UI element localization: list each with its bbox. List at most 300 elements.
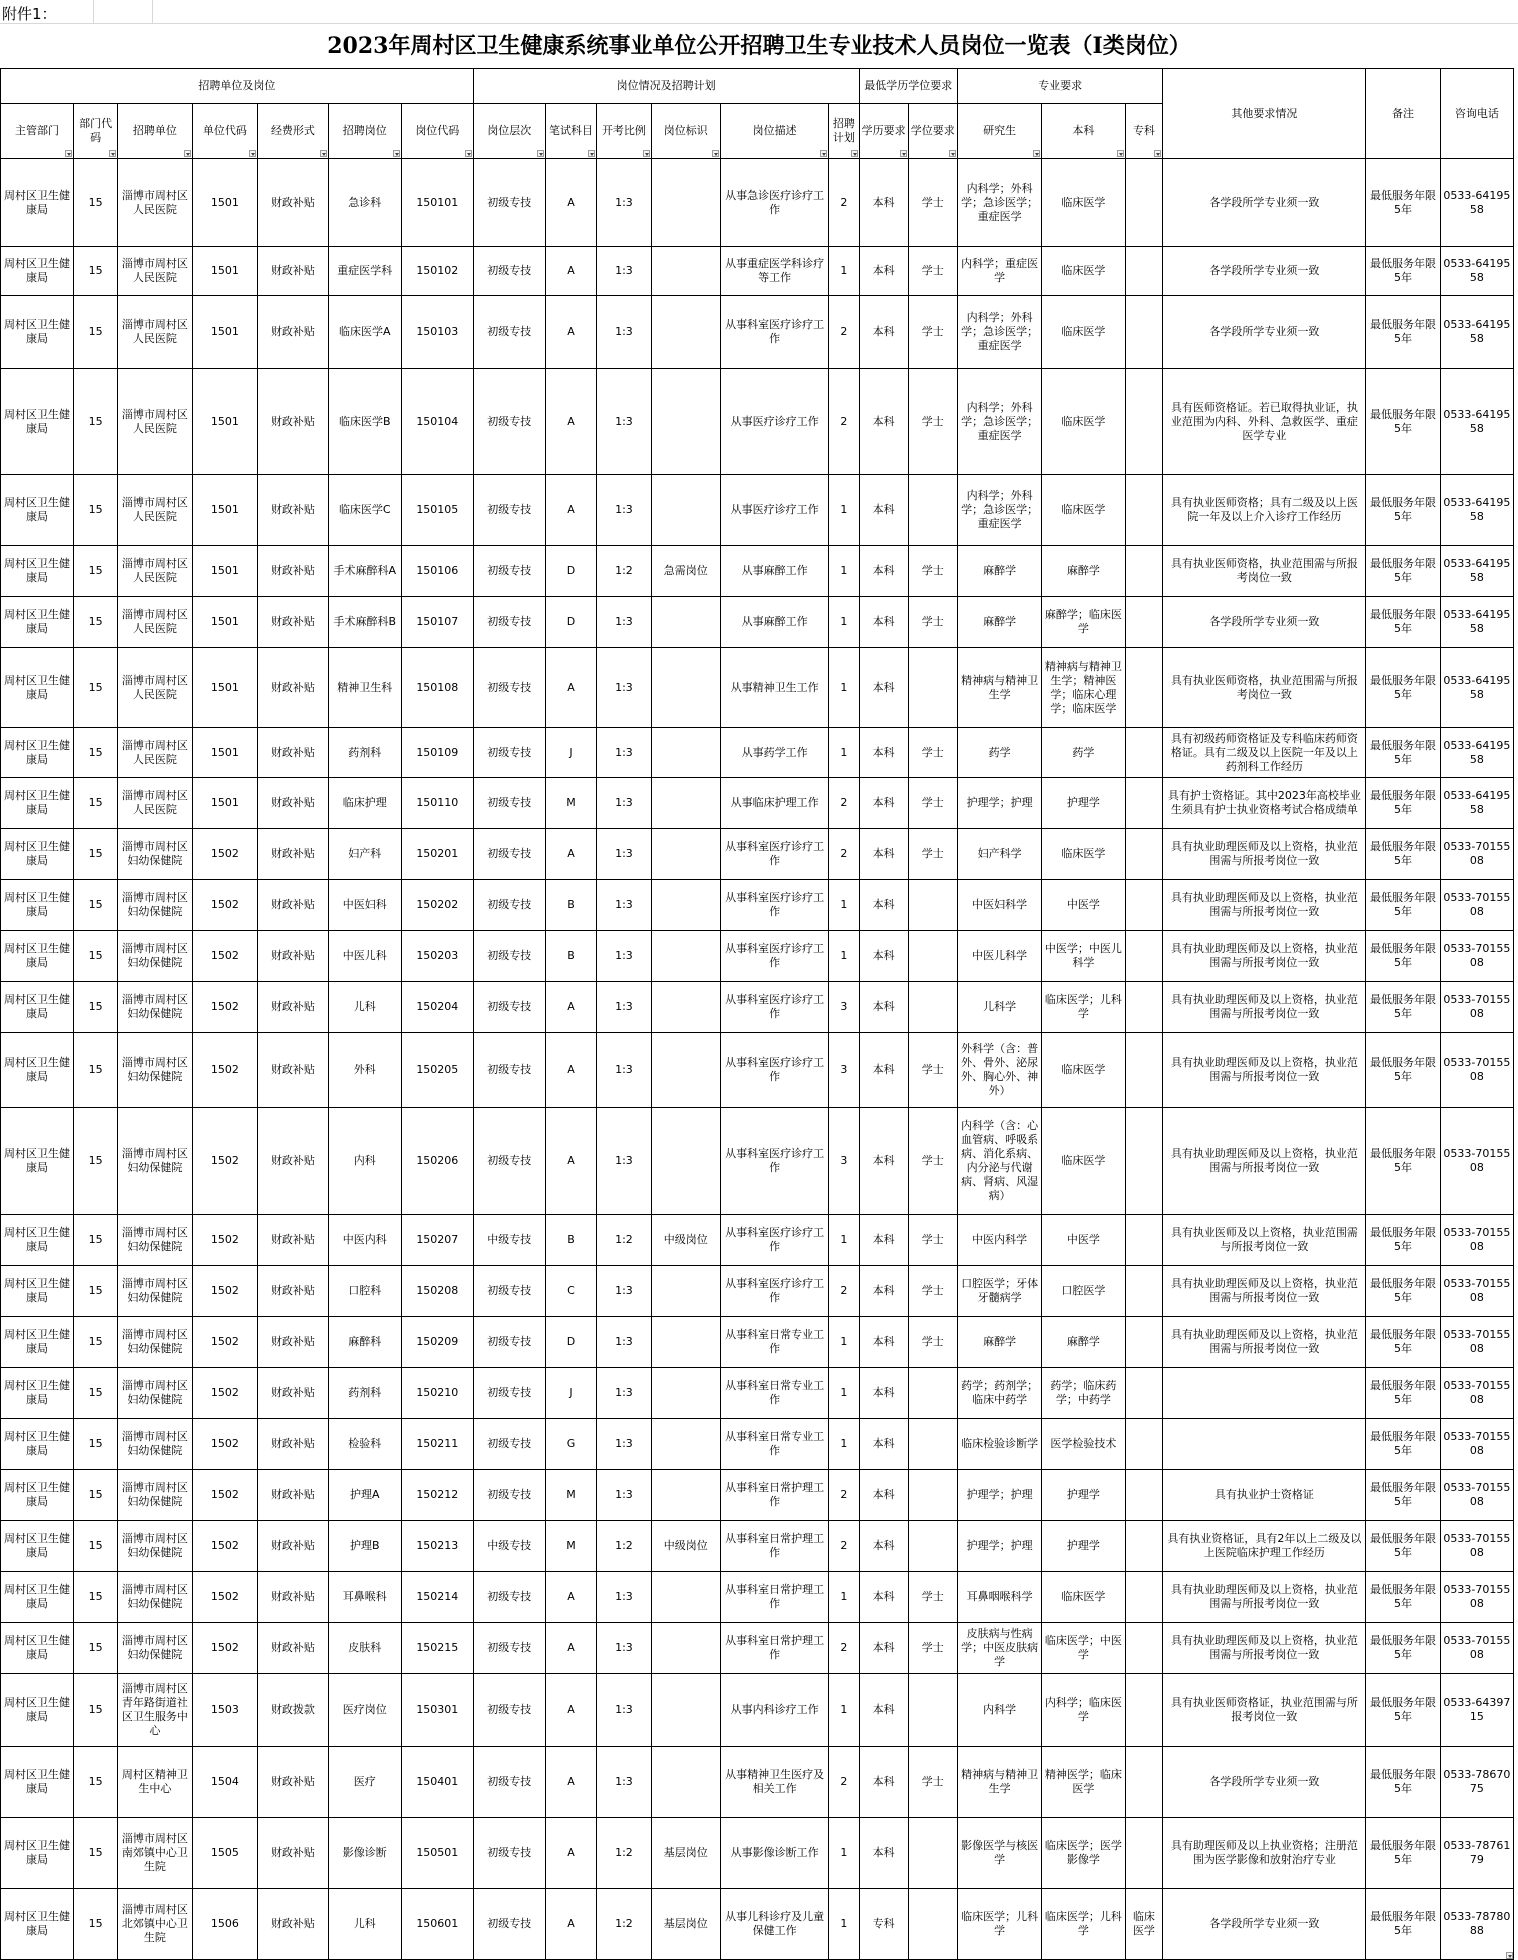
table-cell[interactable]: 本科 (859, 1818, 908, 1889)
table-cell[interactable]: 淄博市周村区妇幼保健院 (118, 1521, 192, 1572)
table-cell[interactable]: 医疗岗位 (328, 1674, 401, 1747)
table-cell[interactable]: 15 (74, 1889, 118, 1960)
table-cell[interactable]: 学士 (908, 1623, 957, 1674)
table-cell[interactable]: 学士 (908, 597, 957, 648)
table-cell[interactable]: 0533-6419558 (1440, 597, 1513, 648)
table-cell[interactable]: 周村区卫生健康局 (1, 728, 74, 778)
table-cell[interactable]: 周村区卫生健康局 (1, 1419, 74, 1470)
table-cell[interactable]: 具有执业助理医师及以上资格，执业范围需与所报考岗位一致 (1163, 931, 1366, 982)
table-cell[interactable]: 各学段所学专业须一致 (1163, 296, 1366, 369)
col-header[interactable] (1, 104, 74, 159)
table-cell[interactable] (651, 982, 720, 1033)
table-cell[interactable]: 周村区卫生健康局 (1, 880, 74, 931)
table-cell[interactable]: 1501 (192, 247, 258, 296)
table-cell[interactable]: 周村区卫生健康局 (1, 1521, 74, 1572)
table-cell[interactable]: 财政补贴 (258, 829, 329, 880)
table-cell[interactable]: 从事科室医疗诊疗工作 (720, 931, 828, 982)
table-cell[interactable]: 0533-7015508 (1440, 829, 1513, 880)
table-cell[interactable] (1125, 1215, 1163, 1266)
table-cell[interactable]: 1:3 (597, 1108, 651, 1215)
table-cell[interactable]: 本科 (859, 159, 908, 247)
table-cell[interactable]: 1501 (192, 546, 258, 597)
table-cell[interactable]: B (545, 931, 597, 982)
table-cell[interactable]: 淄博市周村区妇幼保健院 (118, 1623, 192, 1674)
table-cell[interactable]: 0533-7015508 (1440, 1521, 1513, 1572)
table-cell[interactable]: 本科 (859, 931, 908, 982)
table-cell[interactable]: 初级专技 (473, 1470, 545, 1521)
col-header[interactable] (258, 104, 329, 159)
table-cell[interactable]: 麻醉科 (328, 1317, 401, 1368)
table-cell[interactable]: 本科 (859, 648, 908, 728)
table-cell[interactable]: 1:2 (597, 1889, 651, 1960)
table-cell[interactable]: 外科 (328, 1033, 401, 1108)
table-cell[interactable]: 财政补贴 (258, 931, 329, 982)
table-cell[interactable]: 本科 (859, 1317, 908, 1368)
table-cell[interactable]: 口腔医学 (1042, 1266, 1125, 1317)
table-cell[interactable]: 麻醉学 (957, 597, 1041, 648)
table-cell[interactable]: 最低服务年限5年 (1366, 1674, 1440, 1747)
table-cell[interactable]: 临床医学 (1042, 829, 1125, 880)
table-cell[interactable] (908, 1674, 957, 1747)
table-cell[interactable]: 本科 (859, 1623, 908, 1674)
table-cell[interactable]: 从事科室日常专业工作 (720, 1317, 828, 1368)
table-cell[interactable]: 初级专技 (473, 546, 545, 597)
table-cell[interactable]: 周村区卫生健康局 (1, 829, 74, 880)
table-cell[interactable]: 15 (74, 1266, 118, 1317)
table-cell[interactable]: 内科学；临床医学 (1042, 1674, 1125, 1747)
table-cell[interactable]: 150106 (401, 546, 473, 597)
table-cell[interactable]: 从事科室医疗诊疗工作 (720, 1266, 828, 1317)
table-cell[interactable]: 内科学；外科学；急诊医学；重症医学 (957, 296, 1041, 369)
table-cell[interactable]: 最低服务年限5年 (1366, 1747, 1440, 1818)
table-cell[interactable]: 中级专技 (473, 1215, 545, 1266)
table-cell[interactable]: 本科 (859, 1215, 908, 1266)
table-cell[interactable]: 麻醉学；临床医学 (1042, 597, 1125, 648)
table-cell[interactable]: 1 (829, 728, 859, 778)
col-header[interactable] (74, 104, 118, 159)
table-cell[interactable]: 1:2 (597, 1818, 651, 1889)
table-cell[interactable]: 内科学 (957, 1674, 1041, 1747)
table-cell[interactable]: 150215 (401, 1623, 473, 1674)
table-cell[interactable]: 最低服务年限5年 (1366, 597, 1440, 648)
table-cell[interactable]: 具有护士资格证。其中2023年高校毕业生须具有护士执业资格考试合格成绩单 (1163, 778, 1366, 829)
table-cell[interactable]: 周村区卫生健康局 (1, 475, 74, 546)
table-cell[interactable]: 皮肤病与性病学；中医皮肤病学 (957, 1623, 1041, 1674)
table-cell[interactable] (1125, 546, 1163, 597)
table-cell[interactable]: 1 (829, 1572, 859, 1623)
table-cell[interactable] (651, 1747, 720, 1818)
table-cell[interactable]: 具有执业助理医师及以上资格，执业范围需与所报考岗位一致 (1163, 1108, 1366, 1215)
table-cell[interactable]: 从事科室医疗诊疗工作 (720, 982, 828, 1033)
table-cell[interactable]: 临床医学；儿科学 (1042, 982, 1125, 1033)
table-cell[interactable]: 1502 (192, 1368, 258, 1419)
table-cell[interactable]: C (545, 1266, 597, 1317)
table-cell[interactable]: 150207 (401, 1215, 473, 1266)
table-cell[interactable]: 1 (829, 880, 859, 931)
filter-dropdown-icon[interactable] (465, 150, 472, 157)
table-cell[interactable]: 2 (829, 778, 859, 829)
table-cell[interactable]: 初级专技 (473, 1033, 545, 1108)
table-cell[interactable]: 具有执业医师资格；具有二级及以上医院一年及以上介入诊疗工作经历 (1163, 475, 1366, 546)
table-cell[interactable]: 财政补贴 (258, 546, 329, 597)
table-cell[interactable]: 周村区卫生健康局 (1, 648, 74, 728)
col-header[interactable] (473, 104, 545, 159)
table-cell[interactable]: 150201 (401, 829, 473, 880)
table-cell[interactable]: 本科 (859, 1521, 908, 1572)
table-cell[interactable]: 具有执业医师资格，执业范围需与所报考岗位一致 (1163, 546, 1366, 597)
table-cell[interactable]: 150213 (401, 1521, 473, 1572)
table-cell[interactable]: 淄博市周村区人民医院 (118, 247, 192, 296)
table-cell[interactable]: 2 (829, 159, 859, 247)
table-cell[interactable]: 本科 (859, 546, 908, 597)
table-cell[interactable] (651, 648, 720, 728)
table-cell[interactable]: 最低服务年限5年 (1366, 982, 1440, 1033)
table-cell[interactable]: 0533-7015508 (1440, 1033, 1513, 1108)
table-cell[interactable] (1125, 296, 1163, 369)
table-cell[interactable]: 150105 (401, 475, 473, 546)
table-cell[interactable] (1125, 829, 1163, 880)
table-cell[interactable]: 初级专技 (473, 1266, 545, 1317)
table-cell[interactable] (651, 597, 720, 648)
table-cell[interactable]: 1506 (192, 1889, 258, 1960)
table-cell[interactable]: 2 (829, 1266, 859, 1317)
table-cell[interactable]: 财政补贴 (258, 1623, 329, 1674)
table-cell[interactable]: 临床医学 (1042, 1033, 1125, 1108)
table-cell[interactable]: 周村区卫生健康局 (1, 296, 74, 369)
table-cell[interactable] (1125, 1623, 1163, 1674)
table-cell[interactable]: 周村区卫生健康局 (1, 597, 74, 648)
table-cell[interactable]: 外科学（含：普外、骨外、泌尿外、胸心外、神外） (957, 1033, 1041, 1108)
table-cell[interactable]: 内科学；外科学；急诊医学；重症医学 (957, 159, 1041, 247)
table-cell[interactable]: A (545, 369, 597, 475)
table-cell[interactable]: 具有医师资格证。若已取得执业证，执业范围为内科、外科、急救医学、重症医学专业 (1163, 369, 1366, 475)
table-cell[interactable] (651, 1470, 720, 1521)
table-cell[interactable]: 从事科室医疗诊疗工作 (720, 1215, 828, 1266)
table-cell[interactable]: 150204 (401, 982, 473, 1033)
table-cell[interactable]: 从事科室日常护理工作 (720, 1470, 828, 1521)
table-cell[interactable] (651, 931, 720, 982)
table-cell[interactable]: 0533-6419558 (1440, 546, 1513, 597)
col-header[interactable] (118, 104, 192, 159)
filter-dropdown-icon[interactable] (1154, 150, 1161, 157)
col-header[interactable] (328, 104, 401, 159)
table-cell[interactable]: 学士 (908, 728, 957, 778)
table-cell[interactable]: 本科 (859, 1747, 908, 1818)
table-cell[interactable]: 150205 (401, 1033, 473, 1108)
table-cell[interactable]: 中医儿科 (328, 931, 401, 982)
table-cell[interactable]: 从事科室医疗诊疗工作 (720, 296, 828, 369)
table-cell[interactable]: 1 (829, 1317, 859, 1368)
table-cell[interactable]: 1501 (192, 369, 258, 475)
table-cell[interactable]: 15 (74, 931, 118, 982)
table-cell[interactable]: 最低服务年限5年 (1366, 778, 1440, 829)
table-cell[interactable]: 150211 (401, 1419, 473, 1470)
table-cell[interactable] (1125, 369, 1163, 475)
table-cell[interactable]: 学士 (908, 1317, 957, 1368)
table-cell[interactable] (651, 1623, 720, 1674)
table-cell[interactable]: 学士 (908, 778, 957, 829)
table-cell[interactable]: A (545, 247, 597, 296)
table-cell[interactable]: 财政补贴 (258, 159, 329, 247)
table-cell[interactable] (1125, 1747, 1163, 1818)
table-cell[interactable] (908, 1419, 957, 1470)
table-cell[interactable]: 150210 (401, 1368, 473, 1419)
table-cell[interactable]: 具有执业助理医师及以上资格，执业范围需与所报考岗位一致 (1163, 880, 1366, 931)
table-cell[interactable]: 2 (829, 296, 859, 369)
table-cell[interactable]: 1501 (192, 296, 258, 369)
table-cell[interactable] (651, 369, 720, 475)
col-header[interactable] (1125, 104, 1163, 159)
table-cell[interactable]: 手术麻醉科A (328, 546, 401, 597)
table-cell[interactable]: 1:3 (597, 880, 651, 931)
table-cell[interactable]: 中级专技 (473, 1521, 545, 1572)
table-cell[interactable] (651, 1033, 720, 1108)
table-cell[interactable]: 儿科学 (957, 982, 1041, 1033)
table-cell[interactable]: 15 (74, 1747, 118, 1818)
table-cell[interactable] (651, 880, 720, 931)
table-cell[interactable]: 财政补贴 (258, 1033, 329, 1108)
table-cell[interactable]: 1:3 (597, 1266, 651, 1317)
table-cell[interactable]: 0533-7015508 (1440, 982, 1513, 1033)
table-cell[interactable]: 15 (74, 1572, 118, 1623)
table-cell[interactable]: 中级岗位 (651, 1521, 720, 1572)
table-cell[interactable]: 15 (74, 597, 118, 648)
table-cell[interactable]: 淄博市周村区妇幼保健院 (118, 1108, 192, 1215)
table-cell[interactable] (1125, 1368, 1163, 1419)
table-cell[interactable]: 学士 (908, 829, 957, 880)
table-cell[interactable]: 各学段所学专业须一致 (1163, 1889, 1366, 1960)
table-cell[interactable]: 最低服务年限5年 (1366, 880, 1440, 931)
table-cell[interactable]: 最低服务年限5年 (1366, 1889, 1440, 1960)
table-cell[interactable]: 内科学（含：心血管病、呼吸系病、消化系病、内分泌与代谢病、肾病、风湿病） (957, 1108, 1041, 1215)
table-cell[interactable] (1125, 247, 1163, 296)
table-cell[interactable]: 重症医学科 (328, 247, 401, 296)
table-cell[interactable] (1125, 880, 1163, 931)
table-cell[interactable]: 0533-7015508 (1440, 1215, 1513, 1266)
table-cell[interactable]: 临床医学 (1042, 369, 1125, 475)
table-cell[interactable]: 急诊科 (328, 159, 401, 247)
filter-dropdown-icon[interactable] (393, 150, 400, 157)
table-cell[interactable]: 临床医学；儿科学 (957, 1889, 1041, 1960)
table-cell[interactable]: A (545, 1674, 597, 1747)
table-cell[interactable]: 最低服务年限5年 (1366, 1033, 1440, 1108)
table-cell[interactable]: 150109 (401, 728, 473, 778)
table-cell[interactable]: 150107 (401, 597, 473, 648)
table-cell[interactable]: 15 (74, 1108, 118, 1215)
table-cell[interactable]: 15 (74, 369, 118, 475)
table-cell[interactable]: 淄博市周村区北郊镇中心卫生院 (118, 1889, 192, 1960)
table-cell[interactable]: 淄博市周村区妇幼保健院 (118, 1419, 192, 1470)
table-cell[interactable]: 护理学 (1042, 778, 1125, 829)
table-cell[interactable]: J (545, 1368, 597, 1419)
table-cell[interactable]: 最低服务年限5年 (1366, 159, 1440, 247)
table-cell[interactable]: 护理B (328, 1521, 401, 1572)
table-cell[interactable]: 1502 (192, 931, 258, 982)
table-cell[interactable] (651, 1108, 720, 1215)
table-cell[interactable]: 0533-6419558 (1440, 475, 1513, 546)
table-cell[interactable] (1125, 1419, 1163, 1470)
table-cell[interactable]: M (545, 1521, 597, 1572)
table-cell[interactable]: A (545, 829, 597, 880)
table-cell[interactable]: 学士 (908, 1266, 957, 1317)
table-cell[interactable]: 初级专技 (473, 880, 545, 931)
table-cell[interactable]: 本科 (859, 475, 908, 546)
table-cell[interactable]: 淄博市周村区人民医院 (118, 778, 192, 829)
table-cell[interactable]: 从事药学工作 (720, 728, 828, 778)
table-cell[interactable]: 1 (829, 1215, 859, 1266)
table-cell[interactable]: 中医妇科学 (957, 880, 1041, 931)
table-cell[interactable]: 1502 (192, 880, 258, 931)
table-cell[interactable]: 淄博市周村区人民医院 (118, 648, 192, 728)
table-cell[interactable]: 本科 (859, 1033, 908, 1108)
table-cell[interactable]: 从事儿科诊疗及儿童保健工作 (720, 1889, 828, 1960)
table-cell[interactable]: 淄博市周村区南郊镇中心卫生院 (118, 1818, 192, 1889)
table-cell[interactable]: 15 (74, 982, 118, 1033)
table-cell[interactable]: 财政补贴 (258, 369, 329, 475)
table-cell[interactable]: 15 (74, 1674, 118, 1747)
table-cell[interactable]: 初级专技 (473, 159, 545, 247)
table-cell[interactable]: 本科 (859, 728, 908, 778)
table-cell[interactable]: 本科 (859, 1108, 908, 1215)
table-cell[interactable]: 护理A (328, 1470, 401, 1521)
table-cell[interactable]: 从事精神卫生工作 (720, 648, 828, 728)
filter-dropdown-icon[interactable] (537, 150, 544, 157)
table-cell[interactable]: 临床医学B (328, 369, 401, 475)
table-cell[interactable]: A (545, 982, 597, 1033)
table-cell[interactable] (908, 1368, 957, 1419)
table-cell[interactable]: 财政补贴 (258, 1419, 329, 1470)
table-cell[interactable]: 儿科 (328, 1889, 401, 1960)
table-cell[interactable]: A (545, 475, 597, 546)
table-cell[interactable]: 15 (74, 1623, 118, 1674)
table-cell[interactable]: 最低服务年限5年 (1366, 1521, 1440, 1572)
table-cell[interactable]: A (545, 1572, 597, 1623)
table-cell[interactable]: B (545, 1215, 597, 1266)
table-cell[interactable]: 0533-7015508 (1440, 1368, 1513, 1419)
table-cell[interactable]: A (545, 1889, 597, 1960)
table-cell[interactable]: 初级专技 (473, 728, 545, 778)
table-cell[interactable]: 初级专技 (473, 475, 545, 546)
table-cell[interactable] (1125, 1818, 1163, 1889)
filter-dropdown-icon[interactable] (949, 150, 956, 157)
table-cell[interactable] (908, 475, 957, 546)
table-cell[interactable]: 学士 (908, 296, 957, 369)
table-cell[interactable]: 最低服务年限5年 (1366, 296, 1440, 369)
table-cell[interactable]: 1502 (192, 1215, 258, 1266)
table-cell[interactable]: 具有执业医师资格，执业范围需与所报考岗位一致 (1163, 648, 1366, 728)
table-cell[interactable]: 1:3 (597, 1317, 651, 1368)
table-cell[interactable] (1125, 475, 1163, 546)
table-cell[interactable]: 1:3 (597, 982, 651, 1033)
table-cell[interactable]: 药剂科 (328, 1368, 401, 1419)
table-cell[interactable]: 初级专技 (473, 931, 545, 982)
table-cell[interactable]: 麻醉学 (957, 1317, 1041, 1368)
table-cell[interactable]: 0533-7878088 (1440, 1889, 1513, 1960)
table-cell[interactable]: 从事重症医学科诊疗等工作 (720, 247, 828, 296)
table-cell[interactable]: 2 (829, 369, 859, 475)
table-cell[interactable]: 0533-7015508 (1440, 880, 1513, 931)
table-cell[interactable]: 150108 (401, 648, 473, 728)
table-cell[interactable] (651, 296, 720, 369)
table-cell[interactable]: 财政补贴 (258, 880, 329, 931)
table-cell[interactable]: 财政补贴 (258, 1521, 329, 1572)
table-cell[interactable]: 150601 (401, 1889, 473, 1960)
table-cell[interactable]: 从事科室日常专业工作 (720, 1368, 828, 1419)
table-cell[interactable]: 临床医学 (1042, 247, 1125, 296)
table-cell[interactable] (1125, 1266, 1163, 1317)
table-cell[interactable]: 检验科 (328, 1419, 401, 1470)
table-cell[interactable]: 2 (829, 1747, 859, 1818)
table-cell[interactable]: 财政补贴 (258, 778, 329, 829)
table-cell[interactable]: 淄博市周村区妇幼保健院 (118, 982, 192, 1033)
table-cell[interactable]: 1:2 (597, 1215, 651, 1266)
table-cell[interactable]: 初级专技 (473, 296, 545, 369)
table-cell[interactable]: 本科 (859, 1368, 908, 1419)
table-cell[interactable]: 具有执业助理医师及以上资格，执业范围需与所报考岗位一致 (1163, 1623, 1366, 1674)
table-cell[interactable]: 具有执业助理医师及以上资格，执业范围需与所报考岗位一致 (1163, 1572, 1366, 1623)
table-cell[interactable]: 最低服务年限5年 (1366, 1470, 1440, 1521)
table-cell[interactable]: 0533-6419558 (1440, 778, 1513, 829)
table-cell[interactable]: 150203 (401, 931, 473, 982)
table-cell[interactable]: 学士 (908, 159, 957, 247)
table-cell[interactable]: 本科 (859, 778, 908, 829)
table-cell[interactable]: 本科 (859, 829, 908, 880)
filter-dropdown-icon[interactable] (820, 150, 827, 157)
filter-dropdown-icon[interactable] (643, 150, 650, 157)
col-header[interactable] (859, 104, 908, 159)
table-cell[interactable]: 学士 (908, 1572, 957, 1623)
table-cell[interactable]: 0533-6419558 (1440, 247, 1513, 296)
table-cell[interactable]: 基层岗位 (651, 1889, 720, 1960)
table-cell[interactable] (908, 648, 957, 728)
table-cell[interactable]: 从事科室医疗诊疗工作 (720, 1108, 828, 1215)
table-cell[interactable]: 1:3 (597, 296, 651, 369)
col-header[interactable] (597, 104, 651, 159)
table-cell[interactable]: 临床医学；中医学 (1042, 1623, 1125, 1674)
table-cell[interactable]: 最低服务年限5年 (1366, 1818, 1440, 1889)
table-cell[interactable] (651, 1419, 720, 1470)
table-cell[interactable]: 具有执业助理医师及以上资格，执业范围需与所报考岗位一致 (1163, 982, 1366, 1033)
table-cell[interactable]: 150214 (401, 1572, 473, 1623)
table-cell[interactable] (651, 475, 720, 546)
table-cell[interactable]: 周村区卫生健康局 (1, 1747, 74, 1818)
table-cell[interactable]: 初级专技 (473, 1818, 545, 1889)
table-cell[interactable]: 从事医疗诊疗工作 (720, 369, 828, 475)
table-cell[interactable]: 15 (74, 1368, 118, 1419)
table-cell[interactable]: 财政补贴 (258, 1266, 329, 1317)
table-cell[interactable]: 临床医学 (1042, 159, 1125, 247)
table-cell[interactable] (1125, 159, 1163, 247)
table-cell[interactable]: 1502 (192, 829, 258, 880)
table-cell[interactable]: 中医儿科学 (957, 931, 1041, 982)
table-cell[interactable]: 临床医学 (1125, 1889, 1163, 1960)
table-cell[interactable]: 1501 (192, 597, 258, 648)
table-cell[interactable]: 1502 (192, 1419, 258, 1470)
table-cell[interactable]: 0533-6419558 (1440, 648, 1513, 728)
table-cell[interactable]: 从事精神卫生医疗及相关工作 (720, 1747, 828, 1818)
filter-dropdown-icon[interactable] (588, 150, 595, 157)
table-cell[interactable]: 最低服务年限5年 (1366, 829, 1440, 880)
table-cell[interactable]: 初级专技 (473, 778, 545, 829)
table-cell[interactable]: 财政补贴 (258, 475, 329, 546)
table-cell[interactable]: 初级专技 (473, 247, 545, 296)
table-cell[interactable]: 本科 (859, 1572, 908, 1623)
table-cell[interactable]: D (545, 546, 597, 597)
table-cell[interactable]: 临床护理 (328, 778, 401, 829)
table-cell[interactable]: 临床医学 (1042, 1108, 1125, 1215)
filter-dropdown-icon[interactable] (1033, 150, 1040, 157)
table-cell[interactable]: 1502 (192, 1623, 258, 1674)
